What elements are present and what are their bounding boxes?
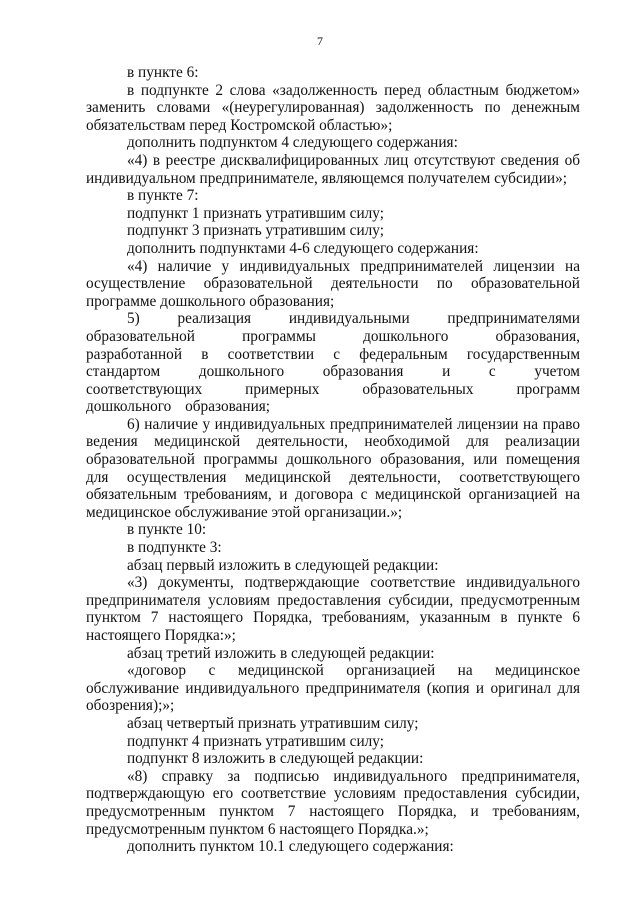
paragraph: «4) наличие у индивидуальных предпринимателей лицензии на осуществление образовательной деятельности по образовательной программе дошкольного образования; — [86, 257, 580, 310]
paragraph: подпункт 1 признать утратившим силу; — [127, 204, 384, 222]
page-number: 7 — [317, 34, 323, 48]
paragraph: абзац четвертый признать утратившим силу; — [127, 714, 419, 732]
paragraph: дополнить подпунктом 4 следующего содержания: — [127, 134, 458, 152]
paragraph: дополнить пунктом 10.1 следующего содержания: — [127, 838, 454, 856]
paragraph: «4) в реестре дисквалифицированных лиц отсутствуют сведения об индивидуальном предпринимателе, являющемся получателем субсидии»; — [86, 151, 580, 187]
paragraph: дополнить подпунктами 4-6 следующего содержания: — [127, 239, 479, 257]
paragraph: подпункт 3 признать утратившим силу; — [127, 222, 384, 240]
paragraph: 5) реализация индивидуальными предпринимателями образовательной программы дошкольного образования, разработанной в соответствии с федеральным государственным стандартом дошкольного образования и с учетом соответствующих примерных образовательных программ дошкольного образования; — [86, 310, 580, 416]
paragraph: в подпункте 2 слова «задолженность перед областным бюджетом» заменить словами «(неурегулированная) задолженность по денежным обязательствам перед Костромской областью»; — [86, 81, 580, 134]
paragraph: абзац третий изложить в следующей редакции: — [127, 644, 435, 662]
document-body — [86, 64, 580, 856]
paragraph: «договор с медицинской организацией на медицинское обслуживание индивидуального предпринимателя (копия и оригинал для обозрения);»; — [86, 662, 580, 715]
paragraph: в пункте 10: — [127, 521, 207, 539]
paragraph: «3) документы, подтверждающие соответствие индивидуального предпринимателя условиям предоставления субсидии, предусмотренным пунктом 7 настоящего Порядка, требованиям, указанным в пункте 6 настоящего Порядка:»; — [86, 574, 580, 644]
paragraph: в подпункте 3: — [127, 539, 222, 557]
paragraph: в пункте 7: — [127, 187, 199, 205]
paragraph: 6) наличие у индивидуальных предпринимателей лицензии на право ведения медицинской деятельности, необходимой для реализации образовательной программы дошкольного образования, или помещения для осуществления медицинской деятельности, соответствующего обязательным требованиям, и договора с медицинской организацией на медицинское обслуживание этой организации.»; — [86, 415, 580, 521]
paragraph: абзац первый изложить в следующей редакции: — [127, 556, 439, 574]
paragraph: «8) справку за подписью индивидуального предпринимателя, подтверждающую его соответствие условиям предоставления субсидии, предусмотренным пунктом 7 настоящего Порядка, и требованиям, предусмотренным пунктом 6 настоящего Порядка.»; — [86, 767, 580, 838]
paragraph: в пункте 6: — [127, 64, 199, 81]
paragraph: подпункт 8 изложить в следующей редакции: — [127, 750, 424, 768]
paragraph: подпункт 4 признать утратившим силу; — [127, 732, 384, 750]
